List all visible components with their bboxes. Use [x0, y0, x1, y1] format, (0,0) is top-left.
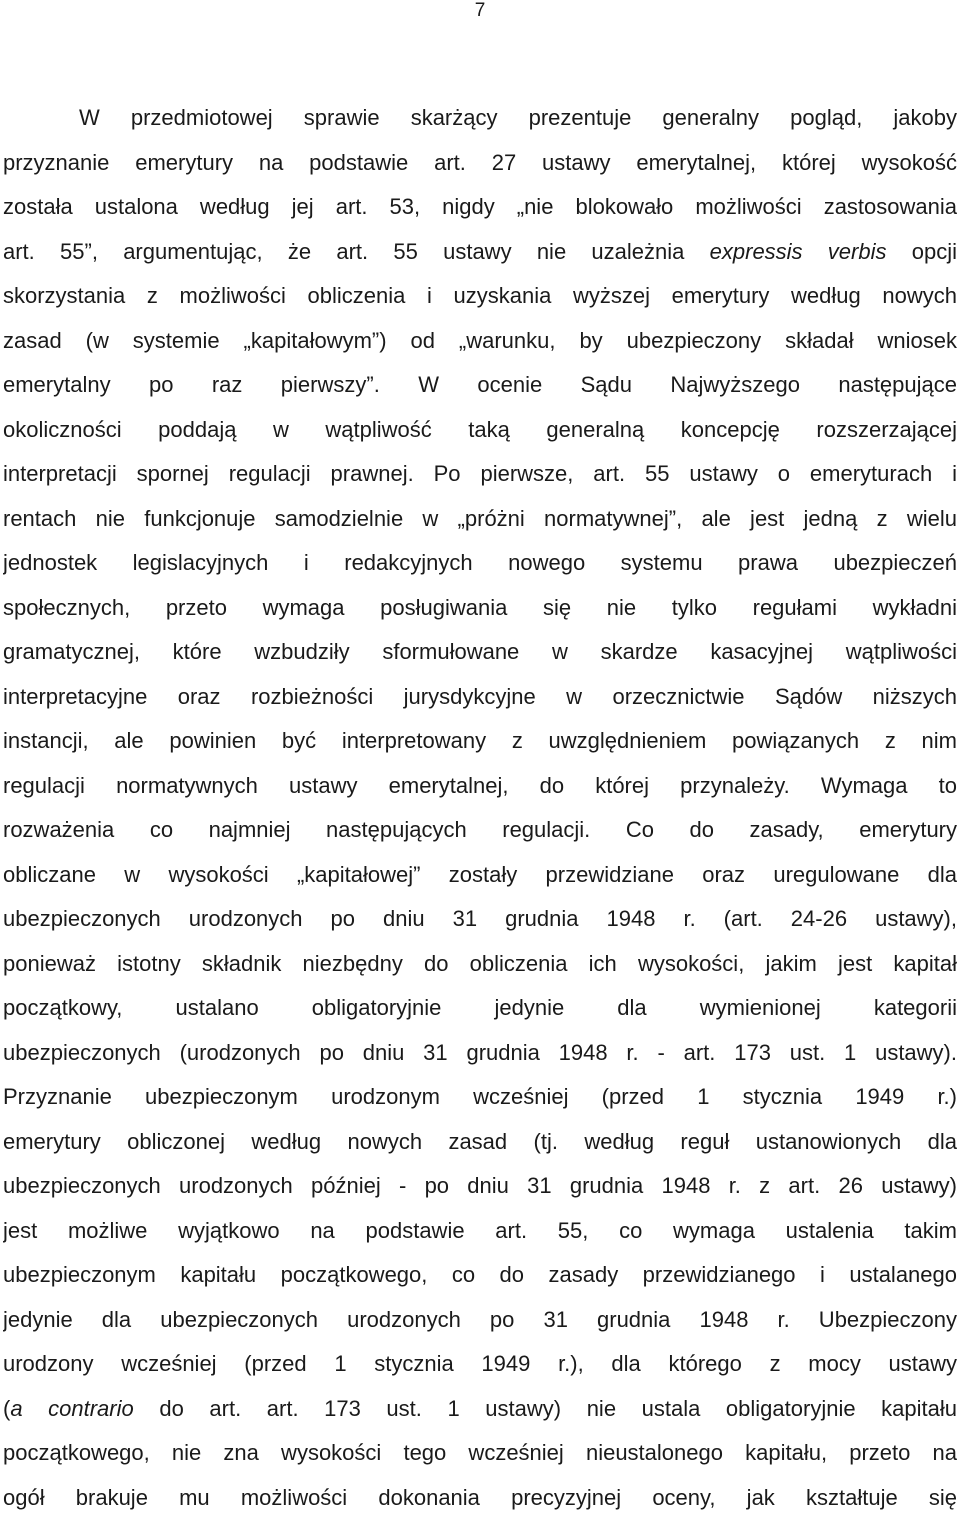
- text-line: ubezpieczonym kapitału początkowego, co do zasady przewidzianego i ustalanego: [3, 1253, 957, 1298]
- text-line: urodzony wcześniej (przed 1 stycznia 1949 r.), dla którego z mocy ustawy: [3, 1342, 957, 1387]
- text-line: ogół brakuje mu możliwości dokonania precyzyjnej oceny, jak kształtuje się: [3, 1476, 957, 1520]
- text-line: ubezpieczonych (urodzonych po dniu 31 grudnia 1948 r. - art. 173 ust. 1 ustawy).: [3, 1031, 957, 1076]
- text-line: instancji, ale powinien być interpretowany z uwzględnieniem powiązanych z nim: [3, 719, 957, 764]
- text-line: rentach nie funkcjonuje samodzielnie w „próżni normatywnej”, ale jest jedną z wielu: [3, 497, 957, 542]
- text-line: przyznanie emerytury na podstawie art. 27 ustawy emerytalnej, której wysokość: [3, 141, 957, 186]
- text-line: rozważenia co najmniej następujących regulacji. Co do zasady, emerytury: [3, 808, 957, 853]
- text-line: jedynie dla ubezpieczonych urodzonych po 31 grudnia 1948 r. Ubezpieczony: [3, 1298, 957, 1343]
- text-line: regulacji normatywnych ustawy emerytalnej, do której przynależy. Wymaga to: [3, 764, 957, 809]
- text-line: art. 55”, argumentując, że art. 55 ustawy nie uzależnia expressis verbis opcji: [3, 230, 957, 275]
- text-line: początkowego, nie zna wysokości tego wcześniej nieustalonego kapitału, przeto na: [3, 1431, 957, 1476]
- text-line: początkowy, ustalano obligatoryjnie jedynie dla wymienionej kategorii: [3, 986, 957, 1031]
- page-number: 7: [0, 0, 960, 22]
- italic-phrase: a contrario: [10, 1396, 133, 1421]
- text-line: interpretacyjne oraz rozbieżności jurysdykcyjne w orzecznictwie Sądów niższych: [3, 675, 957, 720]
- text-line: ubezpieczonych urodzonych później - po dniu 31 grudnia 1948 r. z art. 26 ustawy): [3, 1164, 957, 1209]
- text-line: jest możliwe wyjątkowo na podstawie art. 55, co wymaga ustalenia takim: [3, 1209, 957, 1254]
- text-line: jednostek legislacyjnych i redakcyjnych nowego systemu prawa ubezpieczeń: [3, 541, 957, 586]
- text-line: interpretacji spornej regulacji prawnej. Po pierwsze, art. 55 ustawy o emeryturach i: [3, 452, 957, 497]
- body-text: [3, 96, 957, 1520]
- text-line: ubezpieczonych urodzonych po dniu 31 grudnia 1948 r. (art. 24-26 ustawy),: [3, 897, 957, 942]
- text-line: emerytury obliczonej według nowych zasad (tj. według reguł ustanowionych dla: [3, 1120, 957, 1165]
- text-line: emerytalny po raz pierwszy”. W ocenie Sądu Najwyższego następujące: [3, 363, 957, 408]
- italic-phrase: expressis verbis: [710, 239, 887, 264]
- text-line: społecznych, przeto wymaga posługiwania się nie tylko regułami wykładni: [3, 586, 957, 631]
- text-line: gramatycznej, które wzbudziły sformułowane w skardze kasacyjnej wątpliwości: [3, 630, 957, 675]
- text-line: (a contrario do art. art. 173 ust. 1 ustawy) nie ustala obligatoryjnie kapitału: [3, 1387, 957, 1432]
- text-line: Przyznanie ubezpieczonym urodzonym wcześniej (przed 1 stycznia 1949 r.): [3, 1075, 957, 1120]
- text-line: została ustalona według jej art. 53, nigdy „nie blokowało możliwości zastosowania: [3, 185, 957, 230]
- text-line: obliczane w wysokości „kapitałowej” zostały przewidziane oraz uregulowane dla: [3, 853, 957, 898]
- text-line: ponieważ istotny składnik niezbędny do obliczenia ich wysokości, jakim jest kapitał: [3, 942, 957, 987]
- text-line: W przedmiotowej sprawie skarżący prezentuje generalny pogląd, jakoby: [3, 96, 957, 141]
- text-line: okoliczności poddają w wątpliwość taką generalną koncepcję rozszerzającej: [3, 408, 957, 453]
- text-line: zasad (w systemie „kapitałowym”) od „warunku, by ubezpieczony składał wniosek: [3, 319, 957, 364]
- text-line: skorzystania z możliwości obliczenia i uzyskania wyższej emerytury według nowych: [3, 274, 957, 319]
